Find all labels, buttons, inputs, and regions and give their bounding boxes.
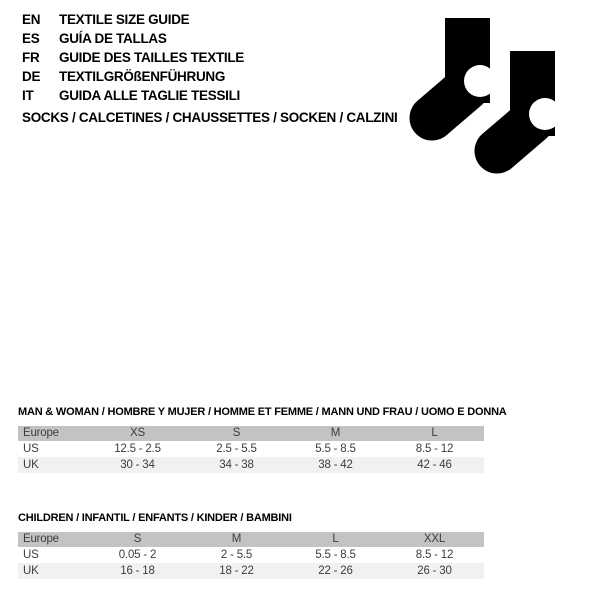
- language-label: GUIDA ALLE TAGLIE TESSILI: [59, 88, 240, 103]
- socks-icon: [400, 12, 568, 180]
- table-title: CHILDREN / INFANTIL / ENFANTS / KINDER / BAMBINI: [18, 512, 292, 524]
- size-cell: 30 - 34: [120, 459, 155, 471]
- size-cell: 5.5 - 8.5: [315, 549, 356, 561]
- language-row-fr: [22, 48, 244, 67]
- language-code: EN: [22, 12, 41, 27]
- language-label: TEXTILE SIZE GUIDE: [59, 12, 190, 27]
- col-header: M: [330, 427, 341, 439]
- col-header: Europe: [23, 427, 59, 439]
- language-code: DE: [22, 69, 41, 84]
- table-row: [18, 547, 484, 563]
- col-header: L: [332, 533, 339, 545]
- size-cell: 18 - 22: [219, 565, 254, 577]
- language-label: TEXTILGRÖßENFÜHRUNG: [59, 69, 226, 84]
- language-label: GUÍA DE TALLAS: [59, 31, 167, 46]
- table-row: [18, 457, 484, 473]
- row-label: US: [23, 549, 39, 561]
- language-code: ES: [22, 31, 40, 46]
- table-row: [18, 441, 484, 457]
- col-header: S: [232, 427, 241, 439]
- size-cell: 8.5 - 12: [415, 443, 454, 455]
- size-table: [18, 532, 484, 579]
- language-code: FR: [22, 50, 40, 65]
- size-cell: 38 - 42: [318, 459, 353, 471]
- row-label: UK: [23, 459, 39, 471]
- size-cell: 22 - 26: [318, 565, 353, 577]
- size-cell: 8.5 - 12: [415, 549, 454, 561]
- language-code: IT: [22, 88, 34, 103]
- table-header-row: [18, 532, 484, 547]
- language-list: [22, 10, 244, 105]
- size-cell: 26 - 30: [417, 565, 452, 577]
- col-header: XS: [130, 427, 145, 439]
- col-header: L: [431, 427, 438, 439]
- sock-back: [432, 18, 496, 118]
- size-table-man-woman: [18, 406, 507, 473]
- language-label: GUIDE DES TAILLES TEXTILE: [59, 50, 245, 65]
- table-title: MAN & WOMAN / HOMBRE Y MUJER / HOMME ET FEMME / MANN UND FRAU / UOMO E DONNA: [18, 406, 507, 418]
- sock-front: [497, 51, 561, 151]
- language-row-es: [22, 29, 244, 48]
- row-label: UK: [23, 565, 39, 577]
- size-cell: 5.5 - 8.5: [315, 443, 356, 455]
- table-row: [18, 563, 484, 579]
- size-cell: 34 - 38: [219, 459, 254, 471]
- row-label: US: [23, 443, 39, 455]
- size-cell: 16 - 18: [120, 565, 155, 577]
- col-header: M: [231, 533, 242, 545]
- size-table-children: [18, 512, 484, 579]
- table-header-row: [18, 426, 484, 441]
- language-row-it: [22, 86, 244, 105]
- size-table: [18, 426, 484, 473]
- size-cell: 42 - 46: [417, 459, 452, 471]
- col-header: S: [133, 533, 142, 545]
- size-cell: 12.5 - 2.5: [114, 443, 161, 455]
- category-title: SOCKS / CALCETINES / CHAUSSETTES / SOCKEN / CALZINI: [22, 110, 398, 125]
- language-row-de: [22, 67, 244, 86]
- size-cell: 2 - 5.5: [220, 549, 253, 561]
- col-header: XXL: [423, 533, 446, 545]
- col-header: Europe: [23, 533, 59, 545]
- size-cell: 0.05 - 2: [118, 549, 157, 561]
- language-row-en: [22, 10, 244, 29]
- size-cell: 2.5 - 5.5: [216, 443, 257, 455]
